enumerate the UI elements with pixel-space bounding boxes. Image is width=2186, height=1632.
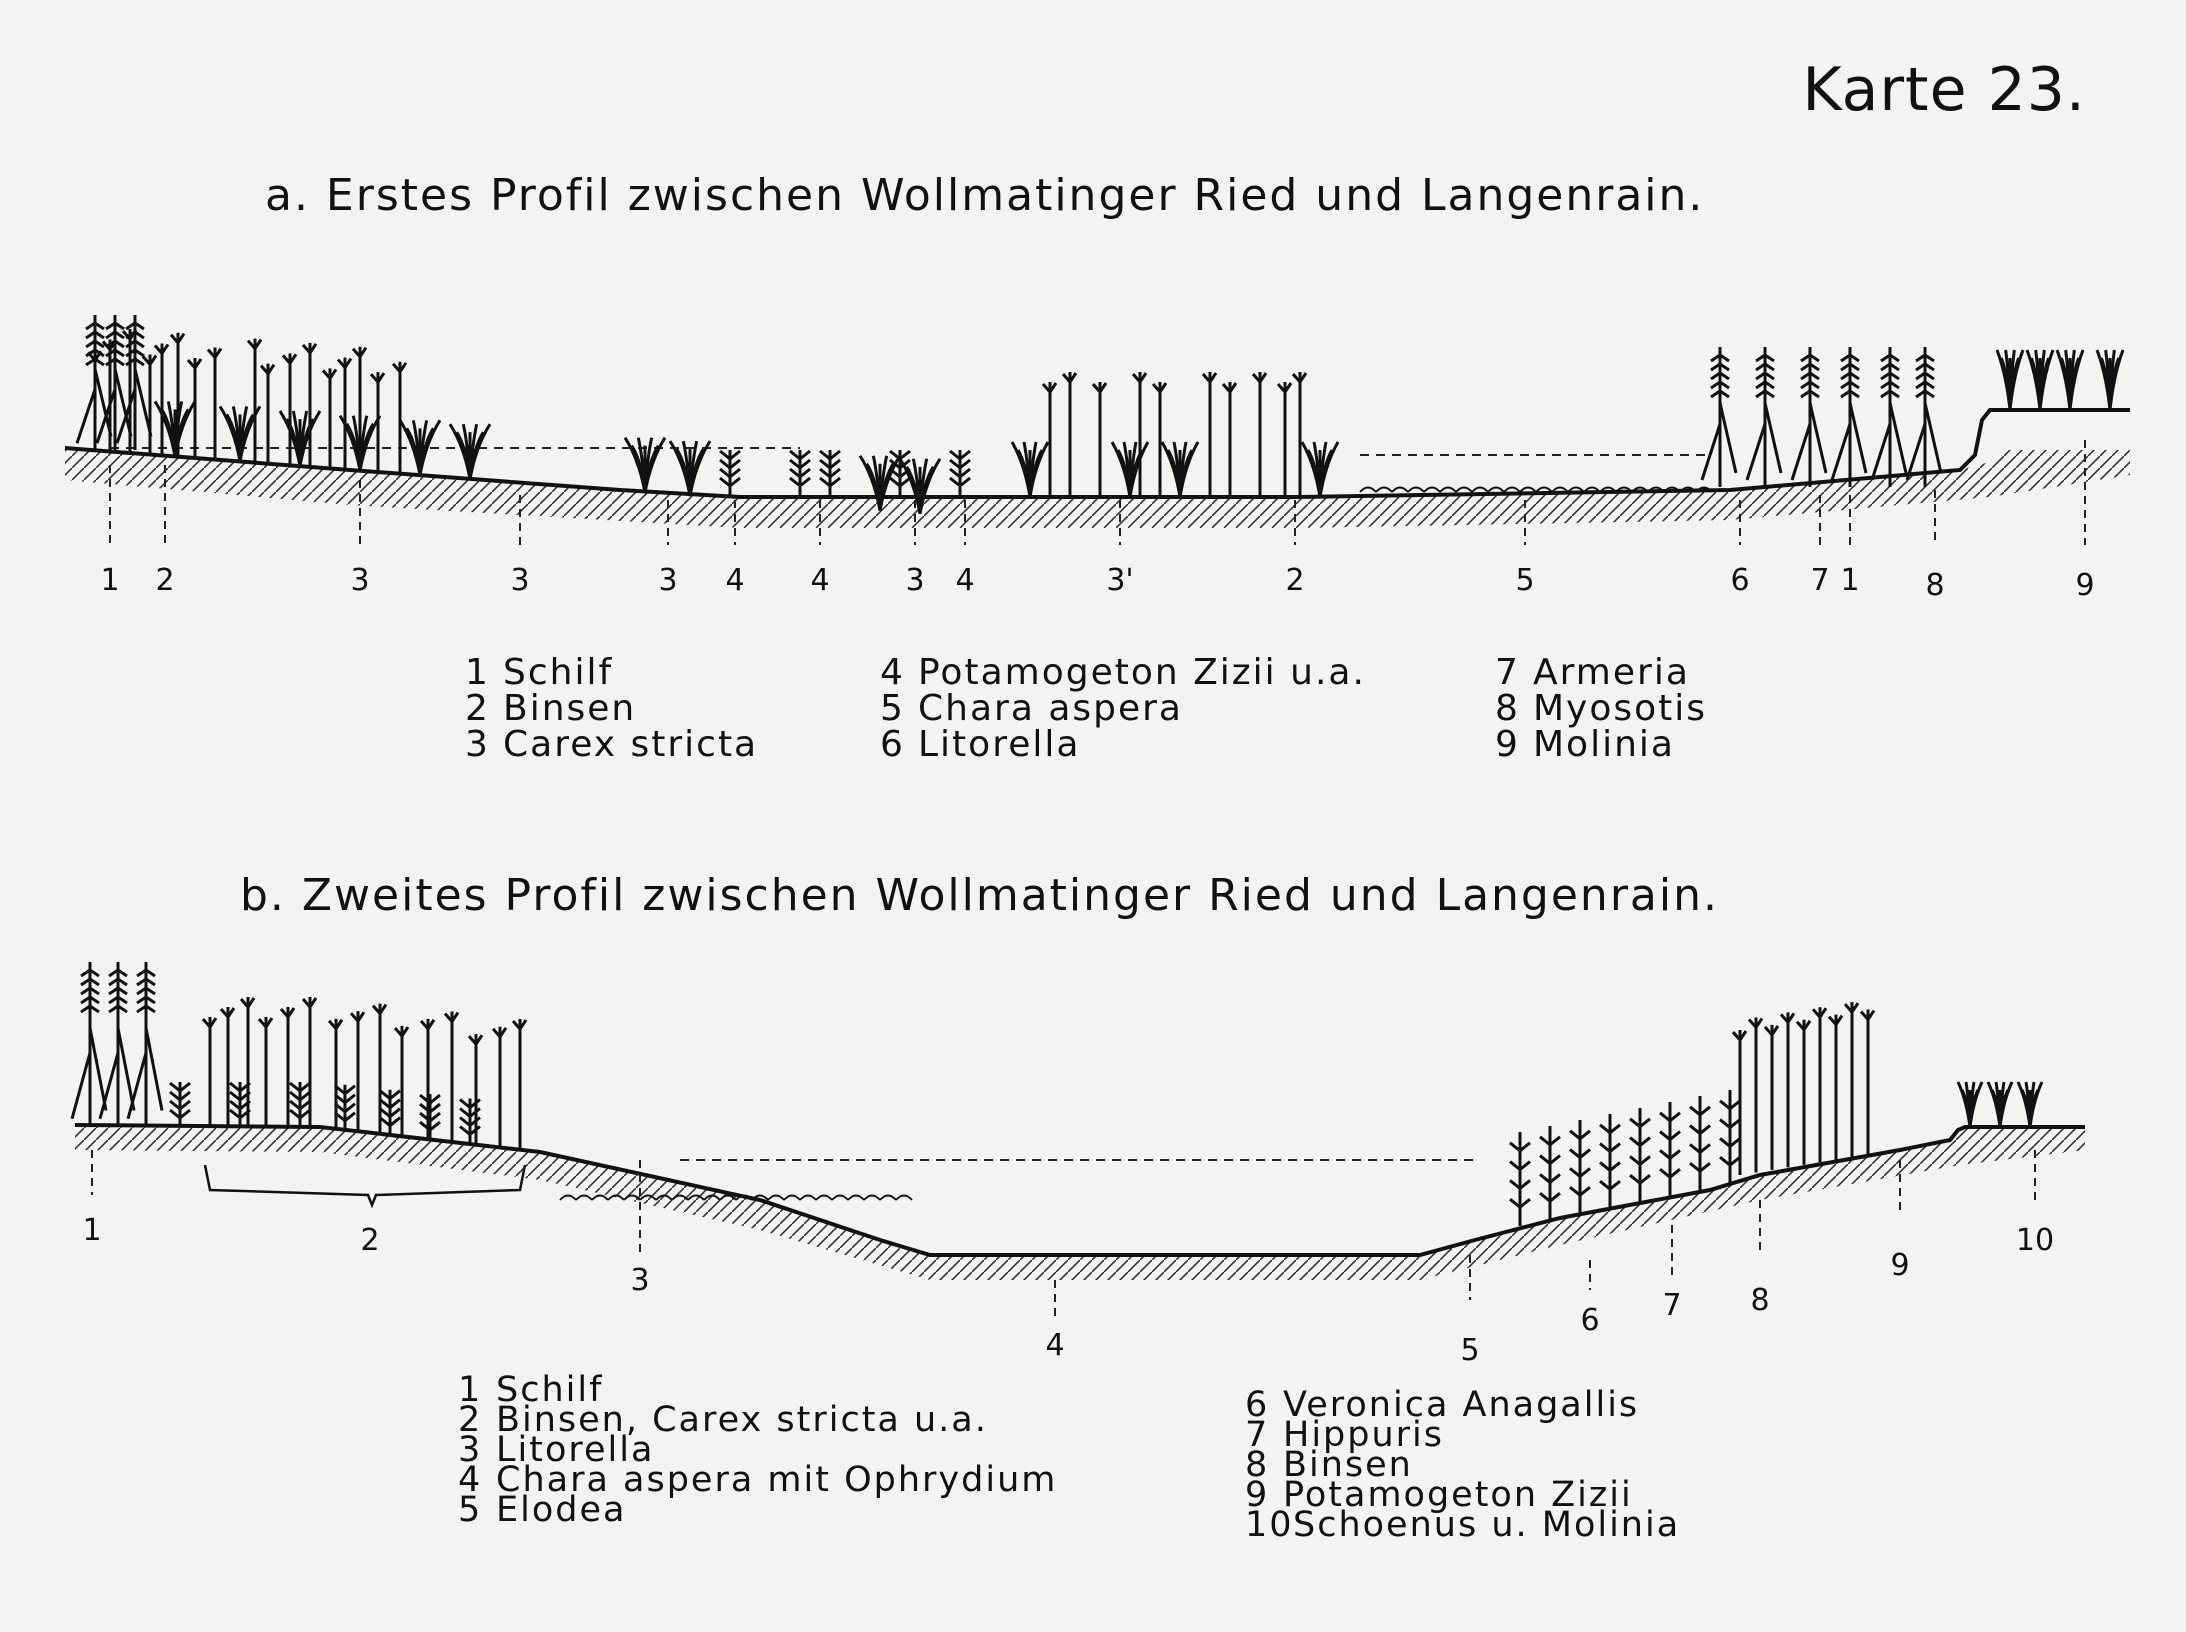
grass-tuft xyxy=(2057,350,2083,410)
marker-label: 8 xyxy=(1750,1283,1770,1318)
profile-a-legend xyxy=(1495,652,1708,765)
legend-item: 7 Armeria xyxy=(1495,652,1690,693)
marker-label: 3 xyxy=(630,1263,650,1298)
reed-stem xyxy=(281,1007,294,1127)
herb-plant xyxy=(1600,1114,1620,1208)
reed-stem xyxy=(1749,1017,1762,1172)
marker-label: 5 xyxy=(1515,563,1535,598)
marker-label: 3 xyxy=(905,563,925,598)
reed-stem xyxy=(303,997,316,1127)
reed-stem xyxy=(259,1017,272,1127)
grass-tuft xyxy=(670,441,710,496)
marker-label: 4 xyxy=(955,563,975,598)
herb-plant xyxy=(1630,1108,1650,1202)
schilf-plant xyxy=(72,962,106,1127)
reed-stem xyxy=(155,343,168,455)
marker-label: 4 xyxy=(725,563,745,598)
marker-label: 2 xyxy=(360,1223,380,1258)
marker-label: 3 xyxy=(510,563,530,598)
legend-item: 10Schoenus u. Molinia xyxy=(1245,1505,1681,1545)
marker-label: 1 xyxy=(1840,563,1860,598)
legend-item: 7 Hippuris xyxy=(1245,1415,1445,1455)
legend-item: 4 Chara aspera mit Ophrydium xyxy=(458,1460,1058,1500)
herb-plant xyxy=(820,450,840,495)
grass-tuft xyxy=(1988,1082,2012,1127)
reed-stem xyxy=(1829,1015,1842,1160)
marker-label: 9 xyxy=(2075,568,2095,603)
reed-stem xyxy=(1733,1030,1746,1175)
schilf-plant xyxy=(128,962,162,1127)
marker-labels xyxy=(100,563,2094,603)
marker-label: 8 xyxy=(1925,568,1945,603)
grass-tuft xyxy=(1302,442,1338,497)
legend-item: 5 Chara aspera xyxy=(880,688,1183,729)
herb-plant xyxy=(1720,1090,1740,1184)
legend-item: 9 Molinia xyxy=(1495,724,1675,765)
schilf-plant xyxy=(100,962,134,1127)
reed-stem xyxy=(1093,382,1106,497)
herb-plant xyxy=(290,1082,310,1127)
legend-item: 3 Litorella xyxy=(458,1430,655,1470)
marker-label: 3 xyxy=(350,563,370,598)
schilf-plant xyxy=(1832,347,1866,487)
reed-stem xyxy=(1861,1010,1874,1155)
herb-plant xyxy=(1660,1102,1680,1196)
grass-tuft xyxy=(1112,442,1148,497)
herb-plant xyxy=(1510,1132,1530,1226)
herb-plant xyxy=(890,450,910,495)
reed-stem xyxy=(1293,372,1306,497)
reed-stem xyxy=(248,339,261,463)
grass-tuft xyxy=(450,424,490,479)
map-label: Karte 23. xyxy=(1802,55,2086,125)
marker-label: 5 xyxy=(1460,1333,1480,1368)
schilf-plant xyxy=(1792,347,1826,487)
profile-a-cross-section xyxy=(0,290,2186,620)
profile-a-legend xyxy=(880,652,1366,765)
herb-plant xyxy=(1570,1120,1590,1214)
herb-plant xyxy=(335,1085,355,1130)
marker-label: 4 xyxy=(1045,1328,1065,1363)
schilf-plant xyxy=(1747,347,1781,487)
reed-stem xyxy=(1203,372,1216,497)
grass-tuft xyxy=(2097,350,2123,410)
legend-item: 8 Myosotis xyxy=(1495,688,1708,729)
reed-stem xyxy=(1253,372,1266,497)
herb-plant xyxy=(420,1094,440,1139)
reed-stem xyxy=(1153,382,1166,497)
reed-stem xyxy=(208,348,221,460)
legend-item: 4 Potamogeton Zizii u.a. xyxy=(880,652,1366,693)
marker-labels xyxy=(82,1213,2054,1368)
grass-tuft xyxy=(625,438,665,493)
herb-plant xyxy=(1690,1096,1710,1190)
grass-tuft xyxy=(2018,1082,2042,1127)
grass-tuft xyxy=(1012,442,1048,497)
reed-stem xyxy=(1813,1007,1826,1162)
legend-item: 6 Litorella xyxy=(880,724,1081,765)
reed-stem xyxy=(393,362,406,474)
marker-label: 3 xyxy=(658,563,678,598)
marker-label: 2 xyxy=(155,563,175,598)
reed-stem xyxy=(445,1012,458,1142)
marker-label: 3' xyxy=(1106,563,1134,598)
marker-label: 2 xyxy=(1285,563,1305,598)
grass-tuft xyxy=(2027,350,2053,410)
profile-b-legend xyxy=(1245,1385,1681,1545)
profile-b-legend xyxy=(458,1370,1058,1530)
schilf-plant xyxy=(1872,347,1906,487)
herb-plant xyxy=(380,1090,400,1135)
marker-label: 6 xyxy=(1730,563,1750,598)
marker-label: 7 xyxy=(1662,1288,1682,1323)
herb-plant xyxy=(790,450,810,495)
reed-stem xyxy=(1797,1020,1810,1165)
herb-plant xyxy=(720,450,740,495)
reed-stem xyxy=(1223,382,1236,497)
schilf-plant xyxy=(1907,347,1941,487)
reed-stem xyxy=(1063,372,1076,497)
reed-stem xyxy=(1765,1025,1778,1170)
herb-plant xyxy=(950,450,970,495)
marker-label: 6 xyxy=(1580,1303,1600,1338)
schilf-plant xyxy=(1702,347,1736,487)
legend-item: 1 Schilf xyxy=(465,652,614,693)
legend-item: 8 Binsen xyxy=(1245,1445,1413,1485)
marker-label: 1 xyxy=(82,1213,102,1248)
herb-plant xyxy=(170,1082,190,1127)
legend-item: 5 Elodea xyxy=(458,1490,627,1530)
marker-label: 7 xyxy=(1810,563,1830,598)
reed-stem xyxy=(513,1019,526,1149)
legend-item: 3 Carex stricta xyxy=(465,724,759,765)
reed-stem xyxy=(323,368,336,468)
grass-tuft xyxy=(1162,442,1198,497)
marker-label: 10 xyxy=(2015,1223,2055,1258)
profile-a-title: a. Erstes Profil zwischen Wollmatinger Ried und Langenrain. xyxy=(265,170,1705,221)
marker-label: 9 xyxy=(1890,1248,1910,1283)
legend-item: 2 Binsen xyxy=(465,688,637,729)
reed-stem xyxy=(1781,1012,1794,1167)
legend-item: 2 Binsen, Carex stricta u.a. xyxy=(458,1400,988,1440)
legend-item: 1 Schilf xyxy=(458,1370,604,1410)
legend-item: 9 Potamogeton Zizii xyxy=(1245,1475,1633,1515)
reed-stem xyxy=(1278,382,1291,497)
profile-b-cross-section xyxy=(0,950,2186,1370)
marker-label: 1 xyxy=(100,563,120,598)
reed-stem xyxy=(1845,1002,1858,1157)
marker-label: 4 xyxy=(810,563,830,598)
marker-lines xyxy=(92,1150,2035,1320)
reed-stem xyxy=(338,358,351,470)
reed-stem xyxy=(203,1017,216,1127)
grass-tuft xyxy=(280,411,320,466)
reed-stem xyxy=(1043,382,1056,497)
reed-stem xyxy=(493,1027,506,1147)
herb-plant xyxy=(1540,1126,1560,1220)
profile-a-legend xyxy=(465,652,759,765)
grass-tuft xyxy=(1997,350,2023,410)
legend-item: 6 Veronica Anagallis xyxy=(1245,1385,1640,1425)
reed-stem xyxy=(221,1007,234,1127)
profile-b-title: b. Zweites Profil zwischen Wollmatinger Ried und Langenrain. xyxy=(240,870,1719,921)
grass-tuft xyxy=(1958,1082,1982,1127)
schilf-plant xyxy=(77,315,111,450)
reed-stem xyxy=(373,1004,386,1134)
